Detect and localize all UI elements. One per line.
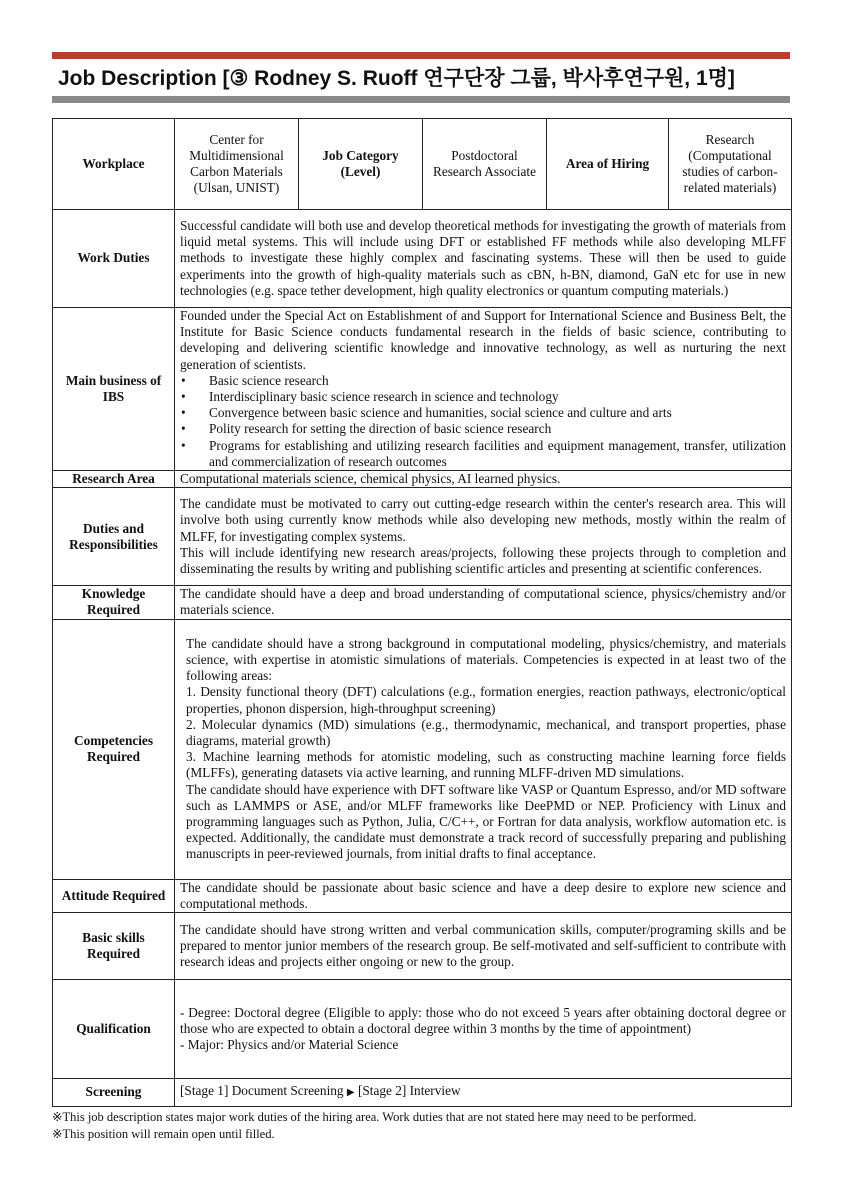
footnote-1: ※This job description states major work duties of the hiring area. Work duties that are not stated here may need to be performed. — [52, 1110, 697, 1124]
attitude-row — [53, 879, 792, 912]
main-business-list — [180, 373, 786, 470]
header-under-bar — [52, 96, 790, 103]
list-item: • Convergence between basic science and humanities, social science and culture and arts — [180, 405, 786, 421]
competencies-paragraph-3: 2. Molecular dynamics (MD) simulations (e.g., thermodynamic, mechanical, and transport properties, phase diagrams, material growth) — [186, 716, 786, 748]
competencies-paragraph-5: The candidate should have experience with DFT software like VASP or Quantum Espresso, and/or MD software such as LAMMPS or ASE, and/or MLFF frameworks like DeePMD or NEP. Proficiency with Linux and programming languages such as Python, Julia, C/C++, or Fortran for data analysis, workflow automation etc. is expected. Additionally, the candidate must demonstrate a track record of successfully preparing and publishing manuscripts in peer-reviewed journals, from initial drafts to final acceptance. — [186, 781, 786, 862]
research-area-text: Computational materials science, chemical physics, AI learned physics. — [175, 471, 792, 488]
page-title: Job Description [③ Rodney S. Ruoff 연구단장 그룹, 박사후연구원, 1명] — [58, 67, 735, 90]
workplace-value: Center for Multidimensional Carbon Materials (Ulsan, UNIST) — [175, 119, 299, 210]
qualification-content — [175, 980, 792, 1079]
competencies-label: Competencies Required — [53, 619, 175, 879]
area-of-hiring-label: Area of Hiring — [547, 119, 669, 210]
job-category-label: Job Category (Level) — [299, 119, 423, 210]
basic-skills-label: Basic skills Required — [53, 913, 175, 980]
list-item: • Programs for establishing and utilizing research facilities and equipment management, transfer, utilization and commercialization of research outcomes — [180, 438, 786, 470]
competencies-row — [53, 619, 792, 879]
competencies-paragraph-1: The candidate should have a strong background in computational modeling, physics/chemistry, and materials science, with expertise in atomistic simulations of materials. Competencies is expected in at least two of the following areas: — [186, 635, 786, 684]
duties-label: Duties and Responsibilities — [53, 488, 175, 586]
screening-stage-2: [Stage 2] Interview — [357, 1083, 461, 1099]
screening-row — [53, 1079, 792, 1107]
screening-content — [175, 1079, 792, 1107]
job-category-value: Postdoctoral Research Associate — [423, 119, 547, 210]
footnote-2: ※This position will remain open until filled. — [52, 1127, 275, 1141]
main-business-content — [175, 308, 792, 471]
work-duties-text: Successful candidate will both use and develop theoretical methods for investigating the growth of materials from liquid metal systems. This will include using DFT or established FF methods while also developing MLFF methods to investigate these highly complex and fascinating systems. These will then be used to guide experiments into the growth of high-quality materials such as cBN, h-BN, diamond, GaN etc for use in new technologies (e.g. space tether development, high quality electronics or quantum computing materials.) — [175, 210, 792, 308]
list-item: • Interdisciplinary basic science research in science and technology — [180, 389, 786, 405]
workplace-label: Workplace — [53, 119, 175, 210]
screening-stage-1: [Stage 1] Document Screening — [180, 1083, 344, 1099]
competencies-content — [175, 619, 792, 879]
main-business-intro: Founded under the Special Act on Establishment of and Support for International Science and Business Belt, the Institute for Basic Science conducts fundamental research in the fields of basic science, contributing to developing and delivering scientific knowledge and innovative technology, as well as nurturing the next generation of scientists. — [180, 308, 786, 372]
knowledge-row — [53, 586, 792, 619]
attitude-text: The candidate should be passionate about basic science and have a deep desire to explore new science and computational methods. — [175, 879, 792, 912]
list-item: • Polity research for setting the direction of basic science research — [180, 421, 786, 437]
header-top-bar — [52, 52, 790, 59]
info-row — [53, 119, 792, 210]
main-business-row — [53, 308, 792, 471]
list-item: • Basic science research — [180, 373, 786, 389]
duties-paragraph-2: This will include identifying new research areas/projects, following these projects through to completion and disseminating the results by writing and publishing scientific articles and presenting at scientific conferences. — [180, 544, 786, 577]
main-business-label: Main business of IBS — [53, 308, 175, 471]
arrow-right-icon: ▶ — [346, 1087, 355, 1099]
competencies-paragraph-4: 3. Machine learning methods for atomistic modeling, such as constructing machine learning force fields (MLFFs), generating datasets via active learning, and running MLFF-driven MD simulations. — [186, 749, 786, 781]
knowledge-label: Knowledge Required — [53, 586, 175, 619]
work-duties-row — [53, 210, 792, 308]
area-of-hiring-value: Research (Computational studies of carbon-related materials) — [669, 119, 792, 210]
screening-label: Screening — [53, 1079, 175, 1107]
job-description-table — [52, 118, 792, 1107]
duties-paragraph-1: The candidate must be motivated to carry out cutting-edge research within the center's research area. This will involve both using currently know methods while also developing new methods, mostly within the realm of MLFF, for investigating complex systems. — [180, 496, 786, 544]
knowledge-text: The candidate should have a deep and broad understanding of computational science, physics/chemistry and/or materials science. — [175, 586, 792, 619]
work-duties-label: Work Duties — [53, 210, 175, 308]
duties-row — [53, 488, 792, 586]
qualification-degree: - Degree: Doctoral degree (Eligible to apply: those who do not exceed 5 years after obtaining doctoral degree or those who are expected to obtain a doctoral degree within 3 months by the time of appointment) — [180, 1004, 786, 1036]
research-area-row — [53, 471, 792, 488]
qualification-label: Qualification — [53, 980, 175, 1079]
basic-skills-row — [53, 913, 792, 980]
duties-content — [175, 488, 792, 586]
qualification-major: - Major: Physics and/or Material Science — [180, 1037, 399, 1053]
qualification-row — [53, 980, 792, 1079]
basic-skills-text: The candidate should have strong written and verbal communication skills, computer/programing skills and be prepared to mentor junior members of the research group. Be self-motivated and self-sufficient to contribute with research ideas and projects either ongoing or new to the group. — [175, 913, 792, 980]
attitude-label: Attitude Required — [53, 879, 175, 912]
research-area-label: Research Area — [53, 471, 175, 488]
competencies-paragraph-2: 1. Density functional theory (DFT) calculations (e.g., formation energies, reaction pathways, electronic/optical properties, phonon dispersion, high-throughput screening) — [186, 684, 786, 716]
